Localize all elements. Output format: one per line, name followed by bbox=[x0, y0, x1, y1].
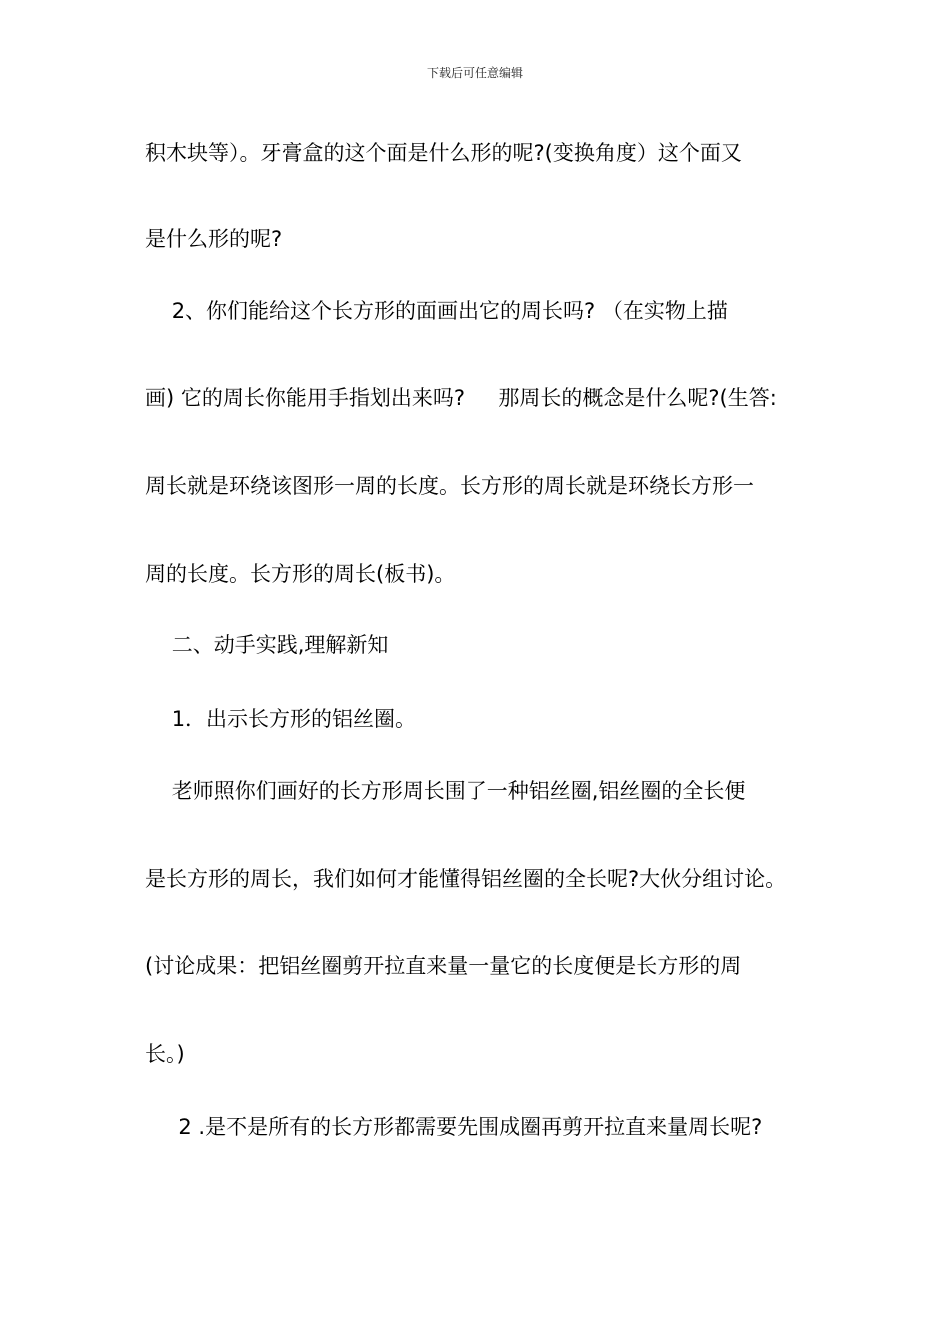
body-line-12: 长。) bbox=[145, 1042, 185, 1066]
body-line-13: 2 .是不是所有的长方形都需要先围成圈再剪开拉直来量周长呢? bbox=[145, 1115, 763, 1139]
body-line-2: 是什么形的呢? bbox=[145, 227, 283, 251]
body-line-1: 积木块等）。牙膏盒的这个面是什么形的呢?(变换角度）这个面又 bbox=[145, 141, 742, 165]
body-line-9: 老师照你们画好的长方形周长围了一种铝丝圈,铝丝圈的全长便 bbox=[145, 779, 746, 803]
body-line-10: 是长方形的周长，我们如何才能懂得铝丝圈的全长呢?大伙分组讨论。 bbox=[145, 867, 787, 891]
body-line-7: 二、动手实践,理解新知 bbox=[145, 633, 389, 657]
body-line-8: 1．出示长方形的铝丝圈。 bbox=[145, 707, 417, 731]
body-line-6: 周的长度。长方形的周长(板书)。 bbox=[145, 562, 456, 586]
body-line-3: 2、你们能给这个长方形的面画出它的周长吗? （在实物上描 bbox=[145, 299, 728, 323]
body-line-4: 画) 它的周长你能用手指划出来吗? 那周长的概念是什么呢?(生答: bbox=[145, 386, 777, 410]
page-header: 下载后可任意编辑 bbox=[426, 66, 523, 80]
body-line-5: 周长就是环绕该图形一周的长度。长方形的周长就是环绕长方形一 bbox=[145, 474, 754, 498]
body-line-11: (讨论成果：把铝丝圈剪开拉直来量一量它的长度便是长方形的周 bbox=[145, 954, 742, 978]
